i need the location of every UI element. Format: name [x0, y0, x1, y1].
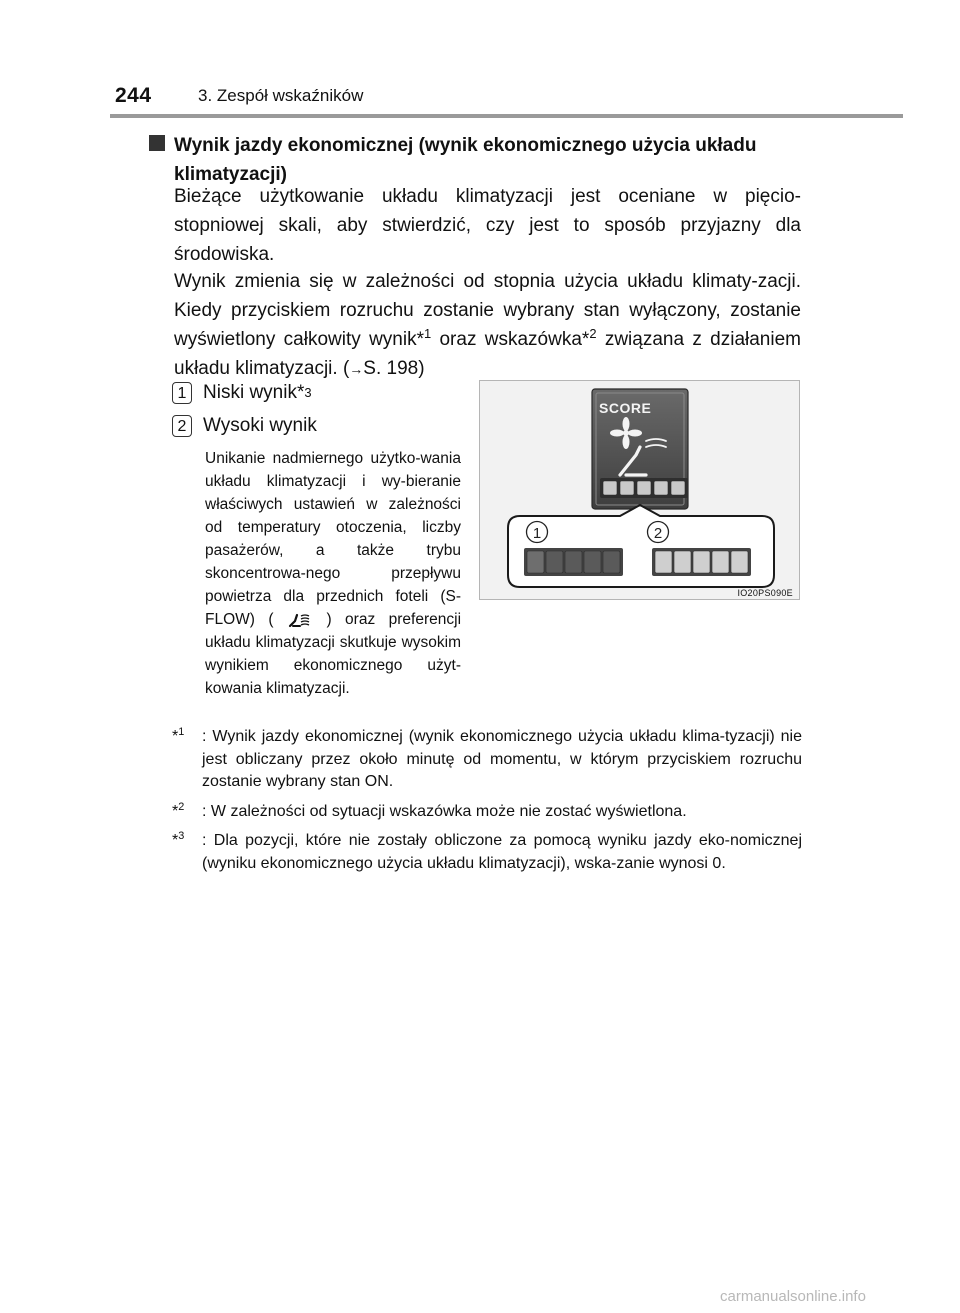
score-segment: [671, 481, 685, 495]
heading-row: [149, 131, 801, 189]
header-rule: [110, 114, 903, 118]
description-text: Unikanie nadmiernego użytko-wania układu klimatyzacji i wy-bieranie właściwych ustawień w zależności od temperatury otoczenia, liczby pasażerów, a także trybu skoncentrowa-nego przepływu powietrza dla przednich foteli (S-FLOW) (: [205, 450, 461, 628]
score-segment: [620, 481, 634, 495]
square-bullet-icon: [149, 135, 165, 151]
footnote-text: : Wynik jazdy ekonomicznej (wynik ekonomicznego użycia układu klima-tyzacji) nie jest obliczany przez około minutę od momentu, w którym przyciskiem rozruchu zostanie wybrany stan ON.: [202, 728, 802, 790]
section-heading: Wynik jazdy ekonomicznej (wynik ekonomicznego użycia układu klimatyzacji): [174, 135, 757, 185]
section-title: 3. Zespół wskaźników: [198, 86, 364, 105]
score-segment: [603, 551, 620, 573]
score-segment: [527, 551, 544, 573]
figure-code: IO20PS090E: [737, 588, 793, 598]
score-segment: [731, 551, 748, 573]
score-segment: [565, 551, 582, 573]
footnote-text: : W zależności od sytuacji wskazówka może nie zostać wyświetlona.: [202, 802, 687, 820]
s-flow-icon: [287, 612, 313, 628]
footnote: [172, 726, 802, 794]
footnote-mark: *$^1$: [172, 726, 185, 745]
callout-number-2-label: 2: [653, 525, 663, 542]
score-segment: [674, 551, 691, 573]
item-label: Wysoki wynik: [203, 415, 317, 436]
footnote-text: : Dla pozycji, które nie zostały obliczone za pomocą wyniku jazdy eko-nomicznej (wyniku ekonomicznego użycia układu klimatyzacji), wska-zanie wynosi 0.: [202, 832, 802, 872]
score-illustration: [480, 381, 801, 601]
footnote-mark: *$^3$: [172, 830, 185, 849]
item-high-score: [172, 414, 317, 438]
number-badge: 1: [172, 382, 192, 404]
description-text: ) oraz preferencji układu klimatyzacji skutkuje wysokim wynikiem ekonomicznego użyt-kowania klimatyzacji.: [205, 611, 462, 697]
score-segment: [654, 481, 668, 495]
paragraph-text: związana z działaniem układu klimatyzacji. (: [174, 329, 801, 379]
footnote: [172, 830, 802, 875]
score-segment: [546, 551, 563, 573]
paragraph-text: oraz wskazówka*: [431, 329, 590, 350]
item-label: Niski wynik*: [203, 382, 305, 403]
arrow-right-icon: →: [349, 361, 364, 377]
score-segment: [584, 551, 601, 573]
score-segment: [712, 551, 729, 573]
footnote-ref: 2: [589, 325, 597, 341]
score-segment: [603, 481, 617, 495]
score-figure: [479, 380, 800, 600]
paragraph-rating: Bieżące użytkowanie układu klimatyzacji jest oceniane w pięcio-stopniowej skali, aby stwierdzić, czy jest to sposób przyjazny dla środowiska.: [174, 186, 801, 265]
page-number: 244: [115, 84, 152, 107]
score-label: SCORE: [599, 400, 652, 416]
paragraph-score-display: [174, 267, 801, 384]
paragraph-text: Wynik zmienia się w zależności od stopnia użycia układu klimaty-zacji. Kiedy przyciskiem rozruchu zostanie wybrany stan wyłączony, zostanie wyświetlony całkowity wynik*: [174, 271, 801, 350]
footnote-mark: *$^2$: [172, 800, 185, 820]
callout-number-1-label: 1: [532, 525, 542, 542]
high-score-description: [205, 447, 461, 700]
low-score-bar: [524, 548, 623, 576]
score-segment: [637, 481, 651, 495]
footnote: [172, 801, 802, 824]
footnotes: [172, 726, 802, 882]
page-reference: S. 198): [363, 358, 425, 379]
watermark: carmanualsonline.info: [720, 1288, 866, 1305]
score-segment: [693, 551, 710, 573]
high-score-bar: [652, 548, 751, 576]
screen-score-bar: [600, 478, 688, 498]
item-low-score: 1 Niski wynik* 3: [172, 381, 312, 405]
footnote-ref: 1: [423, 325, 432, 341]
score-segment: [655, 551, 672, 573]
number-badge: 2: [172, 415, 192, 437]
